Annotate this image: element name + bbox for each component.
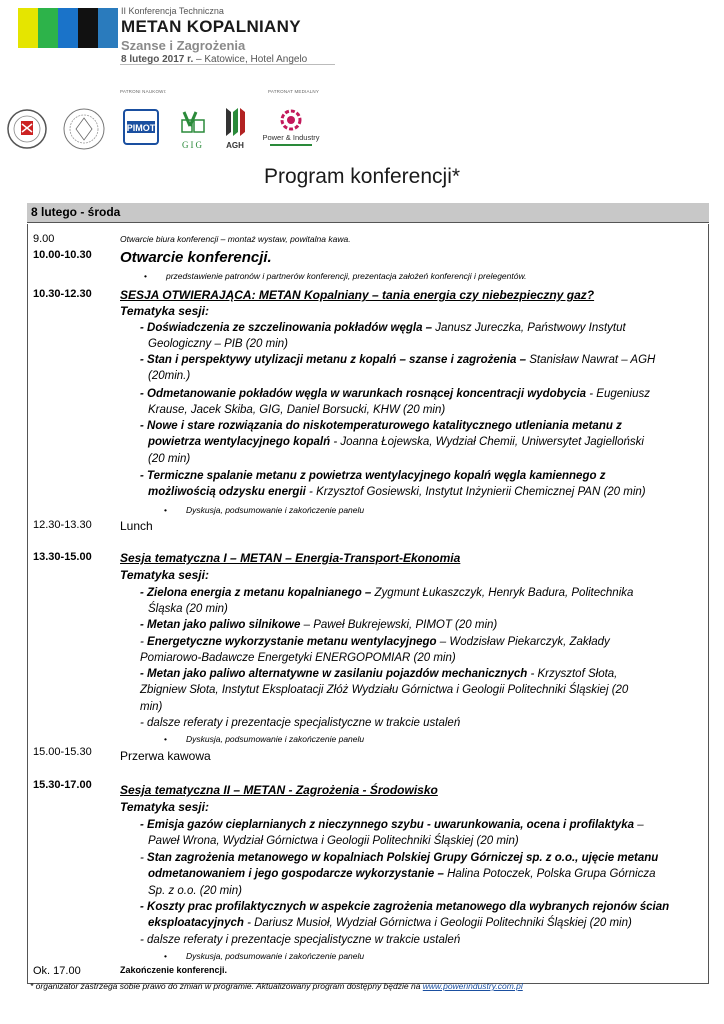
- session-2-topic-1-dash: –: [634, 819, 644, 831]
- time-10-00: 10.00-10.30: [33, 249, 92, 261]
- session-1-topics-label: Tematyka sesji:: [120, 568, 209, 582]
- conference-opening-title: Otwarcie konferencji.: [120, 249, 272, 266]
- opening-topic-5-author: - Krzysztof Gosiewski, Instytut Inżynierii Chemicznej PAN (20 min): [305, 486, 646, 499]
- opening-topic-1-author: Janusz Jureczka, Państwowy Instytut: [435, 322, 626, 334]
- agh-logo: [222, 104, 248, 152]
- session-1-topic-3-author-cont: Pomiarowo-Badawcze Energetyki ENERGOPOMIAR (20 min): [140, 652, 456, 665]
- session-1-topic-3-dash: -: [140, 636, 148, 648]
- media-patron-label: PATRONAT MEDIALNY: [268, 89, 320, 94]
- session-1-topic-4: [140, 666, 685, 715]
- logo-block-yellow: [18, 8, 38, 48]
- session-1-topic-3-title: Energetyczne wykorzystanie metanu wentylacyjnego: [147, 636, 437, 648]
- opening-topic-3-title: - Odmetanowanie pokładów węgla w warunkach rosnącej koncentracji wydobycia: [140, 388, 587, 400]
- session-1-title: Sesja tematyczna I – METAN – Energia-Transport-Ekonomia: [120, 551, 461, 565]
- logo-block-black: [78, 8, 98, 48]
- session-1-topic-3-author: – Wodzisław Piekarczyk, Zakłady: [436, 636, 610, 648]
- session-2-topic-3-title-cont: eksploatacyjnych: [148, 917, 244, 930]
- opening-topic-3-author: - Eugeniusz: [586, 388, 651, 400]
- opening-topic-1-title: - Doświadczenia ze szczelinowania pokładów węgla –: [140, 322, 436, 334]
- time-10-30: 10.30-12.30: [33, 288, 92, 300]
- opening-topic-5-title-cont: możliwością odzysku energii: [148, 486, 306, 499]
- opening-topic-4-author: - Joanna Łojewska, Wydział Chemii, Uniwersytet Jagielloński: [330, 436, 644, 449]
- gig-logo: [176, 106, 210, 152]
- opening-topic-4-duration: (20 min): [148, 452, 191, 465]
- session-2-topic-2-title-cont: odmetanowaniem i jego gospodarcze wykorzystanie –: [148, 868, 448, 881]
- conference-title: METAN KOPALNIANY: [121, 17, 301, 36]
- footer-link[interactable]: www.powerindustry.com.pl: [422, 981, 523, 991]
- logo-block-blue: [58, 8, 78, 48]
- session-2-topic-4: - dalsze referaty i prezentacje specjalistyczne w trakcie ustaleń: [140, 934, 461, 946]
- patrons-label: PATRONI NAUKOWI:: [120, 89, 167, 94]
- lunch-text: Lunch: [120, 519, 153, 533]
- pimot-logo: [122, 108, 160, 148]
- session-1-topic-5: - dalsze referaty i prezentacje specjalistyczne w trakcie ustaleń: [140, 717, 461, 729]
- conference-date-location: – Katowice, Hotel Angelo: [193, 54, 308, 65]
- power-industry-logo: [256, 106, 326, 150]
- session-1-topic-3: [140, 634, 685, 667]
- session-1-topic-1-title: - Zielona energia z metanu kopalnianego –: [140, 587, 375, 599]
- table-border-right: [708, 224, 709, 984]
- session-2-topic-2-title: Stan zagrożenia metanowego w kopalniach Polskiej Grupy Górniczej sp. z o.o., ujęcie metanu: [147, 852, 659, 864]
- agh-logo-text: AGH: [226, 141, 244, 150]
- day-header: 8 lutego - środa: [27, 203, 709, 222]
- session-1-topic-1-author: Zygmunt Łukaszczyk, Henryk Badura, Politechnika: [374, 587, 634, 599]
- opening-topic-3-author-cont: Krause, Jacek Skiba, GIG, Daniel Borsucki, KHW (20 min): [148, 404, 446, 417]
- session-2-topic-2-author-cont: Sp. z o.o. (20 min): [148, 884, 242, 897]
- conference-info: [121, 6, 307, 65]
- session-2-discussion: • Dyskusja, podsumowanie i zakończenie panelu: [186, 951, 364, 961]
- gig-logo-text: GIG: [182, 140, 204, 150]
- coffee-break-text: Przerwa kawowa: [120, 749, 211, 763]
- opening-topic-5-title: - Termiczne spalanie metanu z powietrza wentylacyjnego kopalń węgla kamiennego z: [140, 470, 606, 482]
- session-1-topic-2: [140, 617, 685, 633]
- opening-topic-1: [140, 320, 685, 353]
- session-2-topic-3-title: - Koszty prac profilaktycznych w aspekcie zagrożenia metanowego dla wybranych rejonów ścian: [140, 901, 670, 913]
- opening-topic-3: [140, 386, 685, 419]
- logo-block-blue2: [98, 8, 118, 48]
- session-1-topic-4-duration: min): [140, 700, 163, 713]
- conference-opening-bullet: • przedstawienie patronów i partnerów konferencji, prezentacja założeń konferencji i prelegentów.: [166, 271, 527, 281]
- session-2-topics-label: Tematyka sesji:: [120, 800, 209, 814]
- opening-session-title: SESJA OTWIERAJĄCA: METAN Kopalniany – tania energia czy niebezpieczny gaz?: [120, 288, 595, 302]
- conference-logo-color-blocks: [18, 8, 118, 48]
- opening-topic-5: [140, 468, 685, 501]
- logo-block-green: [38, 8, 58, 48]
- opening-topic-4-title: - Nowe i stare rozwiązania do niskotemperaturowego katalitycznego utleniania metanu z: [140, 420, 622, 432]
- opening-topic-1-author-cont: Geologiczny – PIB (20 min): [148, 338, 288, 351]
- time-15-00: 15.00-15.30: [33, 746, 92, 758]
- opening-topic-2-author: Stanisław Nawrat – AGH: [529, 354, 656, 366]
- emblem-logo-2: [62, 107, 106, 151]
- opening-session-topics-label: Tematyka sesji:: [120, 304, 209, 318]
- session-1-discussion: • Dyskusja, podsumowanie i zakończenie panelu: [186, 734, 364, 744]
- opening-topic-4-title-cont: powietrza wentylacyjnego kopalń: [148, 436, 331, 449]
- session-2-topic-3: [140, 899, 685, 932]
- time-9-00: 9.00: [33, 233, 55, 245]
- office-opening-text: Otwarcie biura konferencji – montaż wystaw, powitalna kawa.: [120, 234, 351, 244]
- session-1-topic-4-author: - Krzysztof Słota,: [527, 668, 618, 680]
- table-border-left: [27, 224, 28, 984]
- page-title: Program konferencji*: [263, 165, 461, 188]
- opening-topic-2-title: - Stan i perspektywy utylizacji metanu z kopalń – szanse i zagrożenia –: [140, 354, 530, 366]
- session-1-topic-2-author: – Paweł Bukrejewski, PIMOT (20 min): [300, 619, 498, 631]
- session-2-topic-1: [140, 817, 685, 850]
- session-2-topic-1-title: - Emisja gazów cieplarnianych z nieczynnego szybu - uwarunkowania, ocena i profilaktyka: [140, 819, 634, 831]
- session-1-topic-2-title: - Metan jako paliwo silnikowe: [140, 619, 301, 631]
- opening-topic-4: [140, 418, 685, 467]
- time-12-30: 12.30-13.30: [33, 519, 92, 531]
- opening-topic-2-author-cont: (20min.): [148, 370, 191, 383]
- conference-header: [18, 6, 338, 66]
- day-header-underline: [27, 222, 709, 223]
- conference-edition: II Konferencja Techniczna: [121, 6, 224, 16]
- header-divider: [120, 64, 335, 65]
- conference-date-bold: 8 lutego 2017 r.: [121, 54, 194, 65]
- pimot-logo-text: PIMOT: [126, 123, 156, 133]
- session-1-topic-4-author-cont: Zbigniew Słota, Instytut Eksploatacji Złóż Wydziału Górnictwa i Geologii Politechniki Śląskiej (20: [140, 684, 629, 697]
- footer-note: [30, 981, 523, 991]
- session-1-topic-1-author-cont: Śląska (20 min): [148, 603, 228, 616]
- session-2-topic-3-author: - Dariusz Musioł, Wydział Górnictwa i Geologii Politechniki Śląskiej (20 min): [243, 917, 632, 930]
- time-15-30: 15.30-17.00: [33, 779, 92, 791]
- opening-session-discussion: • Dyskusja, podsumowanie i zakończenie panelu: [186, 505, 364, 515]
- session-1-topic-4-title: - Metan jako paliwo alternatywne w zasilaniu pojazdów mechanicznych: [140, 668, 528, 680]
- power-industry-logo-text: Power & Industry: [262, 133, 320, 142]
- time-13-30: 13.30-15.00: [33, 551, 92, 563]
- conference-closing-text: Zakończenie konferencji.: [120, 965, 228, 975]
- conference-subtitle: Szanse i Zagrożenia: [121, 38, 246, 53]
- session-2-topic-2-author: Halina Potoczek, Polska Grupa Górnicza: [447, 868, 656, 881]
- opening-topic-2: [140, 352, 685, 385]
- emblem-logo-1: [6, 108, 48, 150]
- session-1-topic-1: [140, 585, 685, 618]
- time-17-00: Ok. 17.00: [33, 965, 81, 977]
- session-2-topic-2: [140, 850, 685, 899]
- footer-note-text: * organizator zastrzega sobie prawo do zmian w programie. Aktualizowany program dostępny będzie na: [30, 981, 423, 991]
- session-2-topic-2-dash: -: [140, 852, 148, 864]
- session-2-topic-1-author: Paweł Wrona, Wydział Górnictwa i Geologii Politechniki Śląskiej (20 min): [148, 835, 519, 848]
- session-2-title: Sesja tematyczna II – METAN - Zagrożenia - Środowisko: [120, 783, 438, 797]
